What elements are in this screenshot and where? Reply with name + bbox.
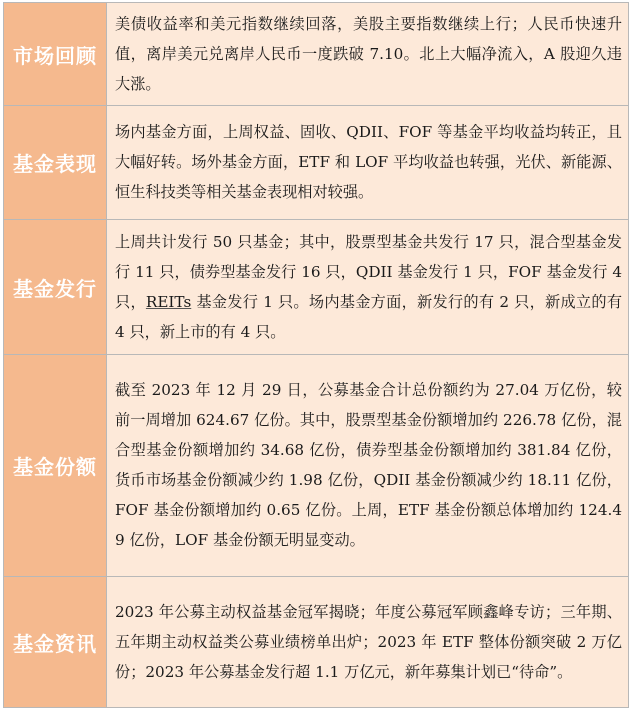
row-label-cell [4, 106, 107, 220]
reits-underlined-text: REITs [145, 292, 192, 311]
row-label-cell [4, 355, 107, 577]
table-row-fund-performance [4, 106, 629, 220]
table-row-fund-shares [4, 355, 629, 577]
row-label: 基金份额 [13, 455, 97, 479]
row-content: 美债收益率和美元指数继续回落，美股主要指数继续上行；人民币快速升值，离岸美元兑离岸人民币一度跌破 7.10。北上大幅净流入，A 股迎久违大涨。 [115, 14, 622, 93]
content-text-part: 基金发行 1 只。场内基金方面，新发行的有 2 只，新成立的有 4 只，新上市的有 4 只。 [115, 292, 623, 341]
row-content-cell [107, 220, 629, 355]
row-label-cell [4, 220, 107, 355]
row-label-cell [4, 3, 107, 106]
row-label: 基金资讯 [13, 631, 97, 656]
row-content: 2023 年公募主动权益基金冠军揭晓；年度公募冠军顾鑫峰专访；三年期、五年期主动权益类公募业绩榜单出炉；2023 年 ETF 整体份额突破 2 万亿份；2023 年公募基金发行超 1.1 万亿元，新年募集计划已“待命”。 [115, 602, 622, 681]
row-content: 场内基金方面，上周权益、固收、QDII、FOF 等基金平均收益均转正，且大幅好转。场外基金方面，ETF 和 LOF 平均收益也转强，光伏、新能源、恒生科技类等相关基金表现相对较强。 [115, 123, 622, 201]
row-label: 基金发行 [13, 276, 97, 301]
content-text-part: 上周共计发行 50 只基金；其中，股票型基金共发行 17 只，混合型基金发行 11 只，债券型基金发行 16 只，QDII 基金发行 1 只，FOF 基金发行 4 只， [115, 232, 622, 311]
row-content: 截至 2023 年 12 月 29 日，公募基金合计总份额约为 27.04 万亿份，较前一周增加 624.67 亿份。其中，股票型基金份额增加约 226.78 亿份，混合型基金份额增加约 34.68 亿份，债券型基金份额增加约 381.84 亿份，货币市场基金份额减少约 1.98 亿份，QDII 基金份额减少约 18.11 亿份，FOF 基金份额增加约 0.65 亿份。上周，ETF 基金份额总体增加约 124.49 亿份，LOF 基金份额无明显变动。 [115, 381, 622, 549]
summary-table [3, 2, 629, 708]
row-label-cell [4, 577, 107, 708]
row-content-cell [107, 577, 629, 708]
row-content-cell [107, 3, 629, 106]
row-label: 基金表现 [13, 152, 97, 176]
row-content-cell [107, 106, 629, 220]
row-content [107, 223, 628, 352]
row-label: 市场回顾 [13, 43, 97, 68]
row-content-cell [107, 355, 629, 577]
table-row-fund-issuance [4, 220, 629, 355]
table-row-market-review [4, 3, 629, 106]
table-row-fund-news [4, 577, 629, 708]
